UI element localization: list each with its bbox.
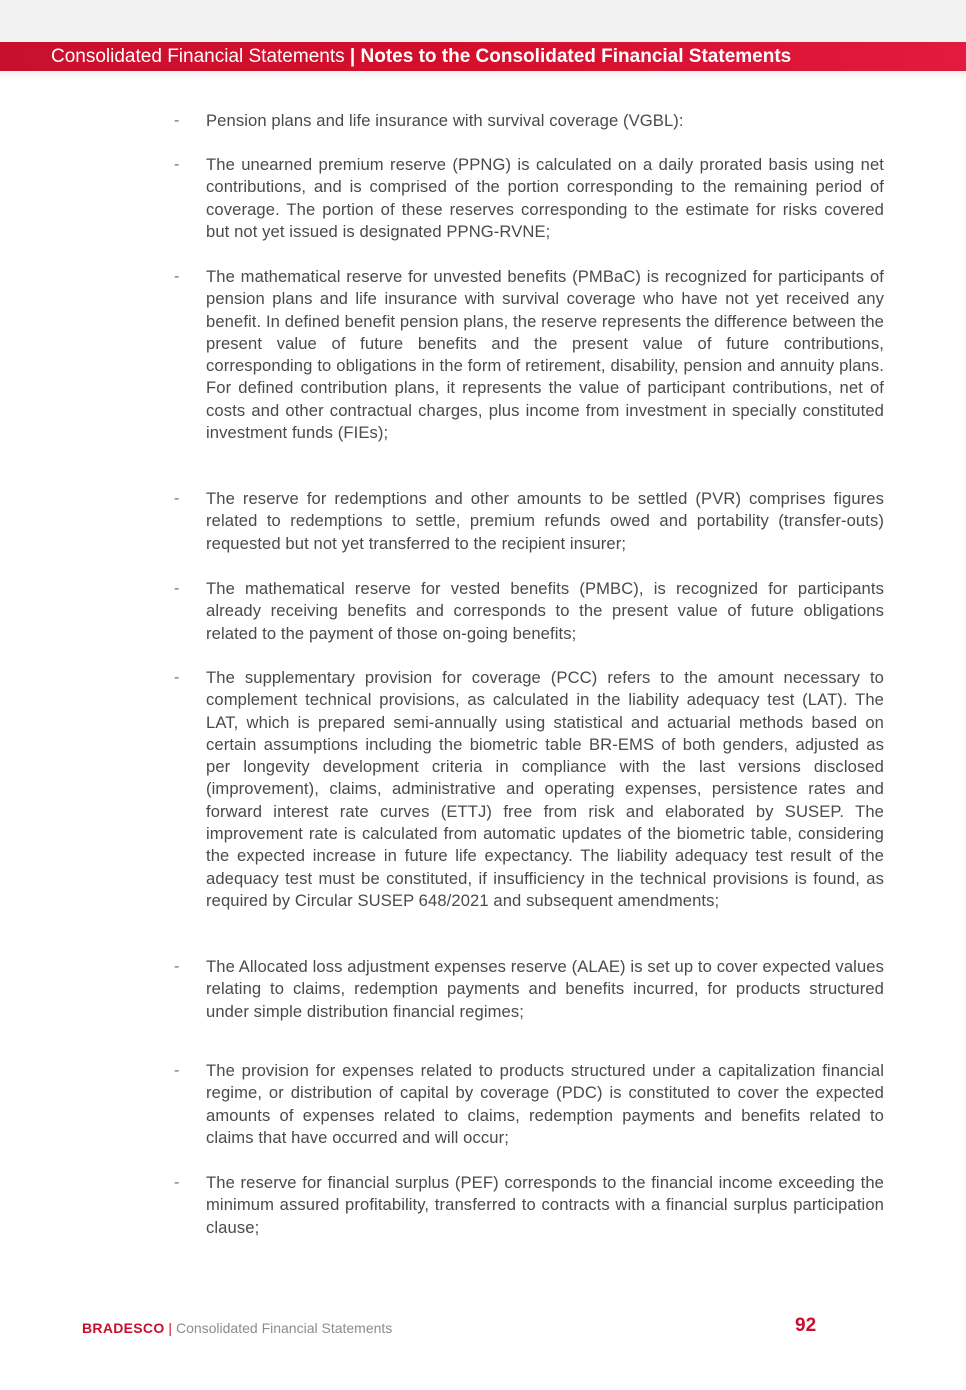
- list-item-text: The provision for expenses related to products structured under a capitalization financial regime, or distribution of capital by coverage (PDC) is constituted to cover the expected amounts of expenses related to claims, redemption payments and benefits related to claims that have occurred and will occur;: [206, 1061, 884, 1147]
- header-separator: |: [349, 46, 356, 67]
- section-header-bar: [0, 42, 966, 71]
- header-divider-shadow: [0, 71, 966, 81]
- bullet-dash: -: [174, 156, 180, 173]
- page-number: 92: [795, 1315, 817, 1336]
- section-header: [51, 42, 791, 71]
- list-item-text: The supplementary provision for coverage (PCC) refers to the amount necessary to complement technical provisions, as calculated in the liability adequacy test (LAT). The LAT, which is prepared semi-annually using statistical and actuarial methods based on certain assumptions including the biometric table BR-EMS of both genders, adjusted as per longevity development criteria in compliance with the last versions disclosed (improvement), claims, administrative and operating expenses, persistence rates and forward interest rate curves (ETTJ) free from risk and elaborated by SUSEP. The improvement rate is calculated from automatic updates of the biometric table, considering the expected increase in future life expectancy. The liability adequacy test result of the adequacy test must be constituted, if insufficiency in the technical provisions is found, as required by Circular SUSEP 648/2021 and subsequent amendments;: [206, 668, 884, 910]
- bullet-dash: -: [174, 112, 180, 129]
- page-footer: [82, 1318, 392, 1338]
- footer-brand: BRADESCO: [82, 1320, 165, 1336]
- top-margin-band: [0, 0, 966, 42]
- bullet-dash: -: [174, 1174, 180, 1191]
- list-item-text: The mathematical reserve for unvested benefits (PMBaC) is recognized for participants of pension plans and life insurance with survival coverage who have not yet received any benefit. In defined benefit pension plans, the reserve represents the difference between the present value of future benefits and the present value of future contributions, corresponding to obligations in the form of retirement, disability, pension and annuity plans. For defined contribution plans, it represents the value of participant contributions, net of costs and other contractual charges, plus income from investment in specially constituted investment funds (FIEs);: [206, 267, 884, 443]
- header-section-name: Consolidated Financial Statements: [51, 46, 345, 67]
- bullet-dash: -: [174, 580, 180, 597]
- bullet-dash: -: [174, 490, 180, 507]
- list-item-text: Pension plans and life insurance with survival coverage (VGBL):: [206, 111, 684, 130]
- list-item-text: The reserve for financial surplus (PEF) corresponds to the financial income exceeding the minimum assured profitability, transferred to contracts with a financial surplus participation clause;: [206, 1173, 884, 1237]
- bullet-dash: -: [174, 1062, 180, 1079]
- header-title: Notes to the Consolidated Financial Statements: [360, 46, 792, 67]
- footer-separator: |: [168, 1320, 173, 1336]
- bullet-dash: -: [174, 268, 180, 285]
- bullet-dash: -: [174, 958, 180, 975]
- bullet-dash: -: [174, 669, 180, 686]
- list-item-text: The reserve for redemptions and other amounts to be settled (PVR) comprises figures related to redemptions to settle, premium refunds owed and portability (transfer-outs) requested but not yet transferred to the recipient insurer;: [206, 489, 884, 553]
- list-item-text: The unearned premium reserve (PPNG) is calculated on a daily prorated basis using net contributions, and is comprised of the portion corresponding to the remaining period of coverage. The portion of these reserves corresponding to the estimate for risks covered but not yet issued is designated PPNG-RVNE;: [206, 155, 884, 241]
- list-item-text: The mathematical reserve for vested benefits (PMBC), is recognized for participants already receiving benefits and corresponds to the present value of future obligations related to the payment of those on-going benefits;: [206, 579, 884, 643]
- footer-document-title: Consolidated Financial Statements: [175, 1320, 393, 1336]
- list-item-text: The Allocated loss adjustment expenses reserve (ALAE) is set up to cover expected values relating to claims, redemption payments and benefits incurred, for products structured under simple distribution financial regimes;: [206, 957, 884, 1021]
